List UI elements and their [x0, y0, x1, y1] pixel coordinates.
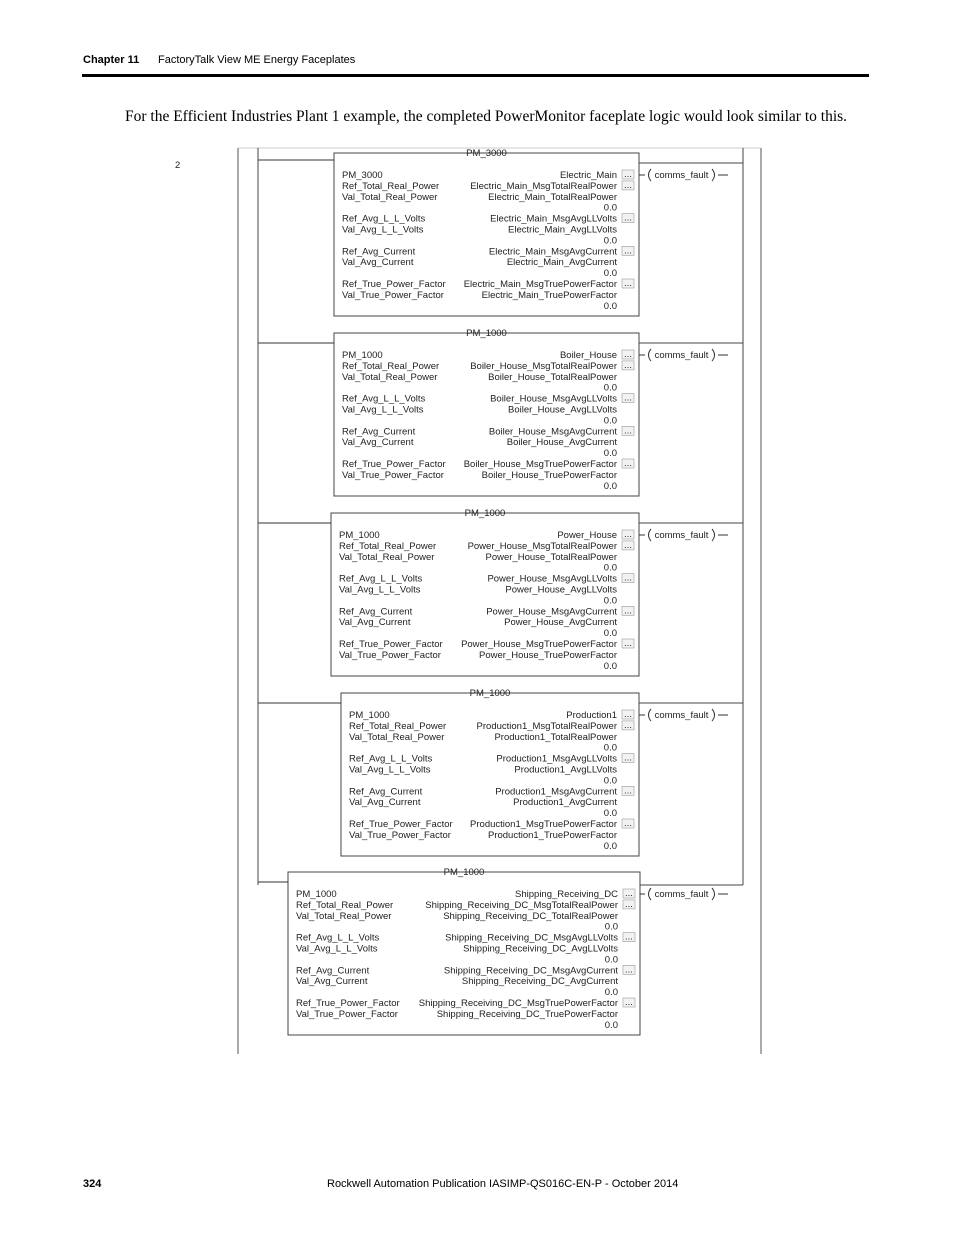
parameter-value: 0.0: [604, 921, 618, 933]
parameter-value: Shipping_Receiving_DC_MsgAvgLLVolts: [445, 932, 618, 944]
ellipsis-label: ...: [624, 719, 632, 731]
parameter-value: Boiler_House_AvgCurrent: [506, 437, 617, 449]
parameter-value: Shipping_Receiving_DC_MsgAvgCurrent: [443, 965, 618, 977]
coil-right-bracket: [712, 529, 715, 541]
parameter-value: Production1_TruePowerFactor: [487, 829, 617, 841]
ellipsis-label: ...: [624, 458, 632, 469]
parameter-name: Ref_True_Power_Factor: [342, 279, 446, 290]
parameter-value: 0.0: [603, 660, 617, 672]
parameter-value: 0.0: [603, 595, 617, 607]
parameter-value: Production1_MsgAvgCurrent: [495, 786, 617, 798]
parameter-value: Boiler_House_TotalRealPower: [488, 371, 617, 383]
parameter-name: Val_Total_Real_Power: [296, 910, 392, 922]
parameter-value: 0.0: [603, 382, 617, 394]
parameter-value: 0.0: [603, 775, 617, 787]
coil-left-bracket: [649, 349, 652, 361]
parameter-name: Ref_Avg_Current: [342, 426, 416, 438]
parameter-value: Shipping_Receiving_DC_TotalRealPower: [443, 910, 618, 922]
parameter-value: 0.0: [603, 840, 617, 852]
parameter-value: Production1_MsgAvgLLVolts: [496, 753, 617, 765]
parameter-value: 0.0: [603, 448, 617, 460]
parameter-value: Boiler_House_MsgTruePowerFactor: [463, 459, 617, 470]
ellipsis-label: ...: [625, 888, 633, 899]
parameter-name: Val_True_Power_Factor: [342, 289, 444, 301]
coil-right-bracket: [712, 709, 715, 721]
parameter-value: 0.0: [603, 235, 617, 247]
parameter-name: Ref_Avg_L_L_Volts: [342, 393, 426, 405]
parameter-name: Val_Avg_Current: [342, 257, 414, 269]
coil-label: comms_fault: [654, 350, 709, 361]
parameter-name: PM_3000: [342, 170, 383, 181]
parameter-value: Production1_AvgLLVolts: [514, 764, 617, 776]
ellipsis-label: ...: [624, 359, 632, 371]
parameter-value: Power_House_MsgAvgCurrent: [486, 606, 617, 618]
parameter-name: Ref_Avg_L_L_Volts: [342, 213, 426, 225]
function-block-name: PM_1000: [466, 328, 507, 339]
parameter-name: PM_1000: [339, 530, 380, 541]
ellipsis-label: ...: [624, 638, 632, 649]
parameter-value: Shipping_Receiving_DC_TruePowerFactor: [436, 1008, 618, 1020]
parameter-value: Production1_TotalRealPower: [494, 731, 617, 743]
parameter-name: Val_Avg_L_L_Volts: [342, 224, 424, 236]
parameter-name: Val_True_Power_Factor: [339, 649, 441, 661]
parameter-value: Electric_Main_TruePowerFactor: [481, 289, 617, 301]
parameter-name: Val_True_Power_Factor: [349, 829, 451, 841]
parameter-value: Shipping_Receiving_DC_AvgLLVolts: [463, 943, 618, 955]
parameter-name: Ref_Total_Real_Power: [342, 180, 440, 192]
ellipsis-label: ...: [624, 179, 632, 191]
coil-label: comms_fault: [654, 530, 709, 541]
intro-paragraph: For the Efficient Industries Plant 1 example, the completed PowerMonitor faceplate logic would look similar to this.: [125, 108, 848, 125]
parameter-value: Power_House_AvgLLVolts: [505, 584, 617, 596]
parameter-value: Electric_Main_AvgCurrent: [506, 257, 617, 269]
parameter-value: Shipping_Receiving_DC_MsgTruePowerFactor: [418, 998, 618, 1009]
parameter-value: Boiler_House_MsgAvgLLVolts: [490, 393, 617, 405]
parameter-name: Val_Total_Real_Power: [349, 731, 445, 743]
parameter-name: Ref_Avg_Current: [342, 246, 416, 258]
ellipsis-label: ...: [625, 931, 633, 943]
parameter-name: Ref_True_Power_Factor: [349, 819, 453, 830]
parameter-name: Ref_Avg_Current: [339, 606, 413, 618]
parameter-name: PM_1000: [342, 350, 383, 361]
chapter-title: FactoryTalk View ME Energy Faceplates: [158, 54, 356, 66]
function-block-name: PM_1000: [464, 508, 506, 519]
parameter-name: Ref_True_Power_Factor: [342, 459, 446, 470]
function-block-name: PM_3000: [466, 148, 507, 159]
parameter-name: Val_Total_Real_Power: [342, 371, 438, 383]
parameter-value: Electric_Main_AvgLLVolts: [508, 224, 617, 236]
parameter-name: Ref_Avg_Current: [349, 786, 423, 798]
ellipsis-label: ...: [624, 539, 632, 551]
parameter-value: Boiler_House_MsgAvgCurrent: [488, 426, 617, 438]
parameter-value: Electric_Main_MsgTruePowerFactor: [463, 279, 617, 290]
parameter-name: Val_Total_Real_Power: [342, 191, 438, 203]
ellipsis-label: ...: [624, 529, 632, 540]
ellipsis-label: ...: [624, 709, 632, 720]
ellipsis-label: ...: [624, 392, 632, 404]
parameter-name: Ref_Total_Real_Power: [296, 899, 394, 911]
parameter-name: Ref_Total_Real_Power: [342, 360, 440, 372]
parameter-value: 0.0: [603, 808, 617, 820]
parameter-value: Power_House_TruePowerFactor: [479, 649, 617, 661]
parameter-value: Electric_Main_TotalRealPower: [488, 191, 617, 203]
coil-left-bracket: [649, 709, 652, 721]
ellipsis-label: ...: [625, 898, 633, 910]
parameter-name: Val_Avg_L_L_Volts: [339, 584, 421, 596]
parameter-value: 0.0: [604, 954, 618, 966]
parameter-value: 0.0: [603, 202, 617, 214]
parameter-name: Val_True_Power_Factor: [342, 469, 444, 481]
ellipsis-label: ...: [624, 785, 632, 797]
coil-left-bracket: [649, 529, 652, 541]
ellipsis-label: ...: [624, 169, 632, 180]
coil-right-bracket: [712, 349, 715, 361]
coil-label: comms_fault: [654, 889, 709, 900]
ellipsis-label: ...: [625, 964, 633, 976]
parameter-value: Production1_MsgTotalRealPower: [476, 720, 617, 732]
parameter-value: Shipping_Receiving_DC: [515, 889, 618, 900]
coil-label: comms_fault: [654, 170, 709, 181]
ellipsis-label: ...: [624, 212, 632, 224]
ellipsis-label: ...: [624, 245, 632, 257]
parameter-value: Power_House_AvgCurrent: [504, 617, 617, 629]
parameter-name: PM_1000: [349, 710, 390, 721]
parameter-name: Ref_Avg_L_L_Volts: [339, 573, 423, 585]
parameter-value: Power_House_MsgTruePowerFactor: [461, 639, 617, 650]
parameter-name: Ref_Total_Real_Power: [349, 720, 447, 732]
parameter-value: 0.0: [603, 300, 617, 312]
parameter-name: Val_Avg_Current: [349, 797, 421, 809]
parameter-name: Ref_True_Power_Factor: [296, 998, 400, 1009]
parameter-value: Electric_Main_MsgTotalRealPower: [470, 180, 617, 192]
parameter-value: Electric_Main_MsgAvgLLVolts: [490, 213, 617, 225]
parameter-name: Val_Total_Real_Power: [339, 551, 435, 563]
parameter-name: Ref_Total_Real_Power: [339, 540, 437, 552]
parameter-value: 0.0: [603, 742, 617, 754]
coil-left-bracket: [649, 169, 652, 181]
parameter-value: Electric_Main_MsgAvgCurrent: [488, 246, 617, 258]
parameter-name: Ref_Avg_L_L_Volts: [296, 932, 380, 944]
parameter-value: Power_House_TotalRealPower: [485, 551, 617, 563]
parameter-value: Electric_Main: [559, 170, 617, 181]
ellipsis-label: ...: [624, 605, 632, 617]
parameter-name: Ref_Avg_L_L_Volts: [349, 753, 433, 765]
ellipsis-label: ...: [624, 278, 632, 289]
parameter-name: Val_Avg_Current: [296, 976, 368, 988]
chapter-label: Chapter 11: [83, 54, 140, 66]
coil-right-bracket: [712, 169, 715, 181]
parameter-value: Boiler_House_TruePowerFactor: [481, 469, 617, 481]
ellipsis-label: ...: [624, 752, 632, 764]
page-number: 324: [83, 1178, 102, 1190]
coil-left-bracket: [649, 888, 652, 900]
function-block-name: PM_1000: [469, 688, 511, 699]
publication-info: Rockwell Automation Publication IASIMP-QS016C-EN-P - October 2014: [327, 1178, 679, 1190]
parameter-name: Val_Avg_Current: [342, 437, 414, 449]
parameter-value: 0.0: [604, 987, 618, 999]
function-block-name: PM_1000: [443, 867, 485, 878]
parameter-value: Production1_MsgTruePowerFactor: [470, 819, 617, 830]
parameter-value: Production1: [566, 710, 617, 721]
coil-label: comms_fault: [654, 710, 709, 721]
ellipsis-label: ...: [624, 572, 632, 584]
parameter-value: 0.0: [604, 1019, 618, 1031]
coil-right-bracket: [712, 888, 715, 900]
parameter-value: Boiler_House_MsgTotalRealPower: [470, 360, 617, 372]
parameter-name: Val_Avg_L_L_Volts: [342, 404, 424, 416]
parameter-name: Val_True_Power_Factor: [296, 1008, 398, 1020]
parameter-value: Power_House: [557, 530, 617, 541]
parameter-value: Shipping_Receiving_DC_AvgCurrent: [461, 976, 618, 988]
parameter-value: 0.0: [603, 628, 617, 640]
parameter-value: Power_House_MsgAvgLLVolts: [487, 573, 617, 585]
parameter-value: 0.0: [603, 268, 617, 280]
parameter-name: PM_1000: [296, 889, 337, 900]
parameter-value: 0.0: [603, 562, 617, 574]
ellipsis-label: ...: [624, 425, 632, 437]
parameter-value: 0.0: [603, 480, 617, 492]
ellipsis-label: ...: [624, 818, 632, 829]
parameter-name: Val_Avg_L_L_Volts: [349, 764, 431, 776]
rung-number: 2: [175, 160, 181, 171]
parameter-name: Ref_True_Power_Factor: [339, 639, 443, 650]
parameter-name: Val_Avg_Current: [339, 617, 411, 629]
parameter-value: Production1_AvgCurrent: [513, 797, 617, 809]
parameter-name: Ref_Avg_Current: [296, 965, 370, 977]
parameter-value: 0.0: [603, 415, 617, 427]
parameter-value: Boiler_House: [559, 350, 617, 361]
ellipsis-label: ...: [625, 997, 633, 1008]
parameter-value: Boiler_House_AvgLLVolts: [508, 404, 617, 416]
parameter-value: Power_House_MsgTotalRealPower: [467, 540, 617, 552]
parameter-name: Val_Avg_L_L_Volts: [296, 943, 378, 955]
ellipsis-label: ...: [624, 349, 632, 360]
parameter-value: Shipping_Receiving_DC_MsgTotalRealPower: [425, 899, 618, 911]
